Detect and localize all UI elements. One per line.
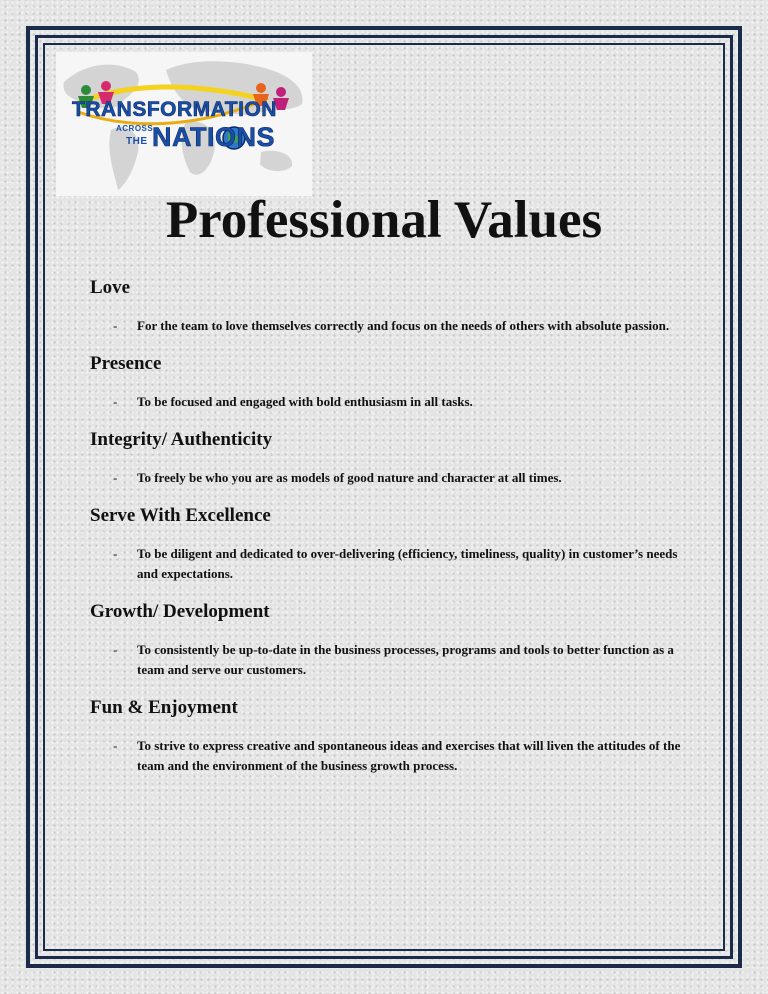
section-heading: Presence [90,353,162,374]
transformation-across-the-nations-logo [56,52,312,196]
dash-marker: - [113,318,118,333]
section-heading: Love [90,277,131,298]
bullet-text: To be diligent and dedicated to over-delivering (efficiency, timeliness, quality) in customer’s needs and expectations. [137,546,678,581]
bullet-text: To freely be who you are as models of good nature and character at all times. [137,470,562,485]
logo-line-the: THE [126,136,148,147]
value-section-serve-with-excellence [90,504,690,584]
dash-marker: - [113,546,118,561]
bullet-text: For the team to love themselves correctly and focus on the needs of others with absolute passion. [137,318,670,333]
logo-line-nations: NATIONS [152,122,275,152]
value-section-integrity [90,428,690,488]
bullet-text: To be focused and engaged with bold enthusiasm in all tasks. [137,394,473,409]
bullet-item [90,468,687,488]
section-heading: Growth/ Development [90,601,270,622]
dash-marker: - [113,394,118,409]
value-section-fun-enjoyment [90,696,690,776]
section-heading: Fun & Enjoyment [90,697,238,718]
bullet-text: To consistently be up-to-date in the business processes, programs and tools to better function as a team and serve our customers. [137,642,674,677]
bullet-item [90,392,687,412]
logo-line-transformation: TRANSFORMATION [72,98,277,121]
value-section-growth-development [90,600,690,680]
bullet-item [90,544,687,584]
bullet-item [90,316,687,336]
bullet-text: To strive to express creative and spontaneous ideas and exercises that will liven the attitudes of the team and the environment of the business growth process. [137,738,681,773]
section-heading: Integrity/ Authenticity [90,429,273,450]
values-list [90,276,690,792]
dash-marker: - [113,470,118,485]
section-heading: Serve With Excellence [90,505,271,526]
bullet-item [90,640,687,680]
dash-marker: - [113,642,118,657]
dash-marker: - [113,738,118,753]
logo-line-across: ACROSS [116,124,154,133]
page-title: Professional Values [165,191,603,249]
bullet-item [90,736,687,776]
value-section-presence [90,352,690,412]
value-section-love [90,276,690,336]
